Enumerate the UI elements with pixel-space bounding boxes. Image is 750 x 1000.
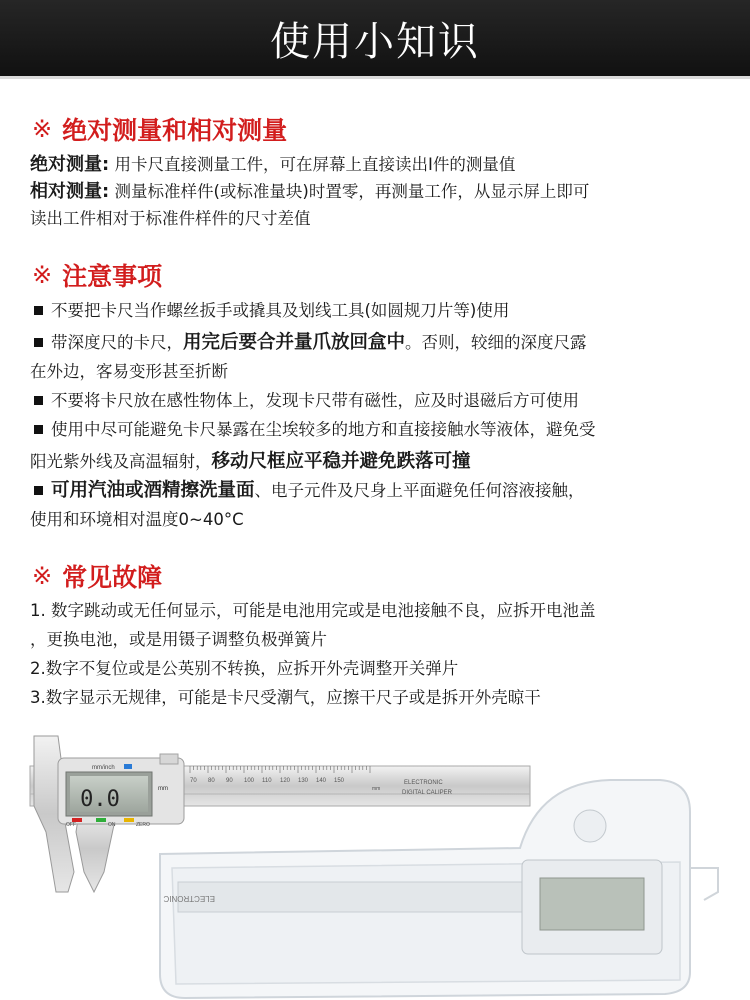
section-title-text: 常见故障 (62, 563, 163, 592)
off-button-label: OFF (66, 822, 76, 828)
caliper-display-unit: mm (158, 786, 168, 792)
scale-tick-label: 110 (262, 778, 272, 784)
bullet-square-icon (34, 425, 43, 434)
notes-list (30, 296, 730, 534)
scale-tick-label: 80 (208, 778, 215, 784)
bullet-square-icon (34, 486, 43, 495)
scale-tick-label: 150 (334, 778, 345, 784)
rel-line (30, 178, 730, 205)
scale-tick-label: 140 (316, 778, 327, 784)
list-item-cont: ，更换电池，或是用镊子调整负极弹簧片 (30, 630, 327, 649)
case-brand-text: ELECTRONIC (163, 894, 215, 903)
list-item: 2.数字不复位或是公英别不转换，应拆开外壳调整开关弹片 (30, 659, 459, 678)
caliper-product-photo (0, 722, 750, 1000)
scale-tick-label: 130 (298, 778, 309, 784)
reference-mark-icon: ※ (32, 562, 53, 590)
bullet-square-icon (34, 338, 43, 347)
beam-brand-line1: ELECTRONIC (404, 780, 443, 786)
scale-tick-label: 70 (190, 778, 197, 784)
list-item-cont: 在外边，客易变形甚至折断 (30, 362, 228, 381)
scale-tick-label: 100 (244, 778, 255, 784)
measure-paragraph (30, 151, 730, 232)
bullet-square-icon (34, 396, 43, 405)
list-item: 不要将卡尺放在感性物体上，发现卡尺带有磁性，应及时退磁后方可使用 (30, 386, 730, 415)
rel-line-2: 读出工件相对于标准件样件的尺寸差值 (30, 209, 311, 228)
page-title: 使用小知识 (270, 18, 480, 65)
section-title-notes (32, 257, 162, 293)
list-item: 不要把卡尺当作螺丝扳手或撬具及划线工具(如圆规刀片等)使用 (30, 296, 730, 325)
rel-text-1: 测量标准样件(或标准量块)时置零，再测量工作，从显示屏上即可 (109, 182, 590, 201)
storage-case (160, 780, 718, 998)
scale-labels (190, 778, 345, 784)
caliper-display-value: 0.0 (80, 787, 120, 812)
scale-tick-label: 90 (226, 778, 233, 784)
abs-line (30, 151, 730, 178)
section-title-measure (32, 111, 287, 147)
on-button-label: ON (108, 822, 116, 828)
reference-mark-icon: ※ (32, 115, 53, 143)
list-item: 可用汽油或酒精擦洗量面、电子元件及尺身上平面避免任何溶液接触， (30, 476, 730, 505)
faults-list (30, 596, 730, 712)
list-item: 1. 数字跳动或无任何显示，可能是电池用完或是电池接触不良，应拆开电池盖 (30, 601, 596, 620)
list-item-cont: 使用和环境相对温度0~40°C (30, 510, 244, 529)
header-divider (0, 76, 750, 79)
abs-text: 用卡尺直接测量工件，可在屏幕上直接读出I件的测量值 (109, 155, 516, 174)
section-title-text: 绝对测量和相对测量 (62, 116, 288, 145)
reference-mark-icon: ※ (32, 261, 53, 289)
unit-button-label: mm/inch (92, 765, 115, 771)
bullet-square-icon (34, 306, 43, 315)
zero-button-label: ZERO (136, 822, 150, 828)
list-item: 带深度尺的卡尺，用完后要合并量爪放回盒中。否则，较细的深度尺露 (30, 328, 730, 357)
beam-brand-line2: DIGITAL CALIPER (402, 790, 453, 796)
scale-tick-label: 120 (280, 778, 291, 784)
scale-unit-label: mm (372, 786, 381, 792)
list-item: 使用中尽可能避免卡尺暴露在尘埃较多的地方和直接接触水等液体，避免受 (30, 415, 730, 444)
abs-label: 绝对测量: (30, 154, 110, 175)
list-item-cont: 阳光紫外线及高温辐射，移动尺框应平稳并避免跌落可撞 (30, 451, 471, 472)
rel-label: 相对测量: (30, 181, 110, 202)
section-title-text: 注意事项 (62, 262, 163, 291)
section-title-faults (32, 558, 162, 594)
page-header (0, 0, 750, 76)
list-item: 3.数字显示无规律，可能是卡尺受潮气，应擦干尺子或是拆开外壳晾干 (30, 688, 541, 707)
